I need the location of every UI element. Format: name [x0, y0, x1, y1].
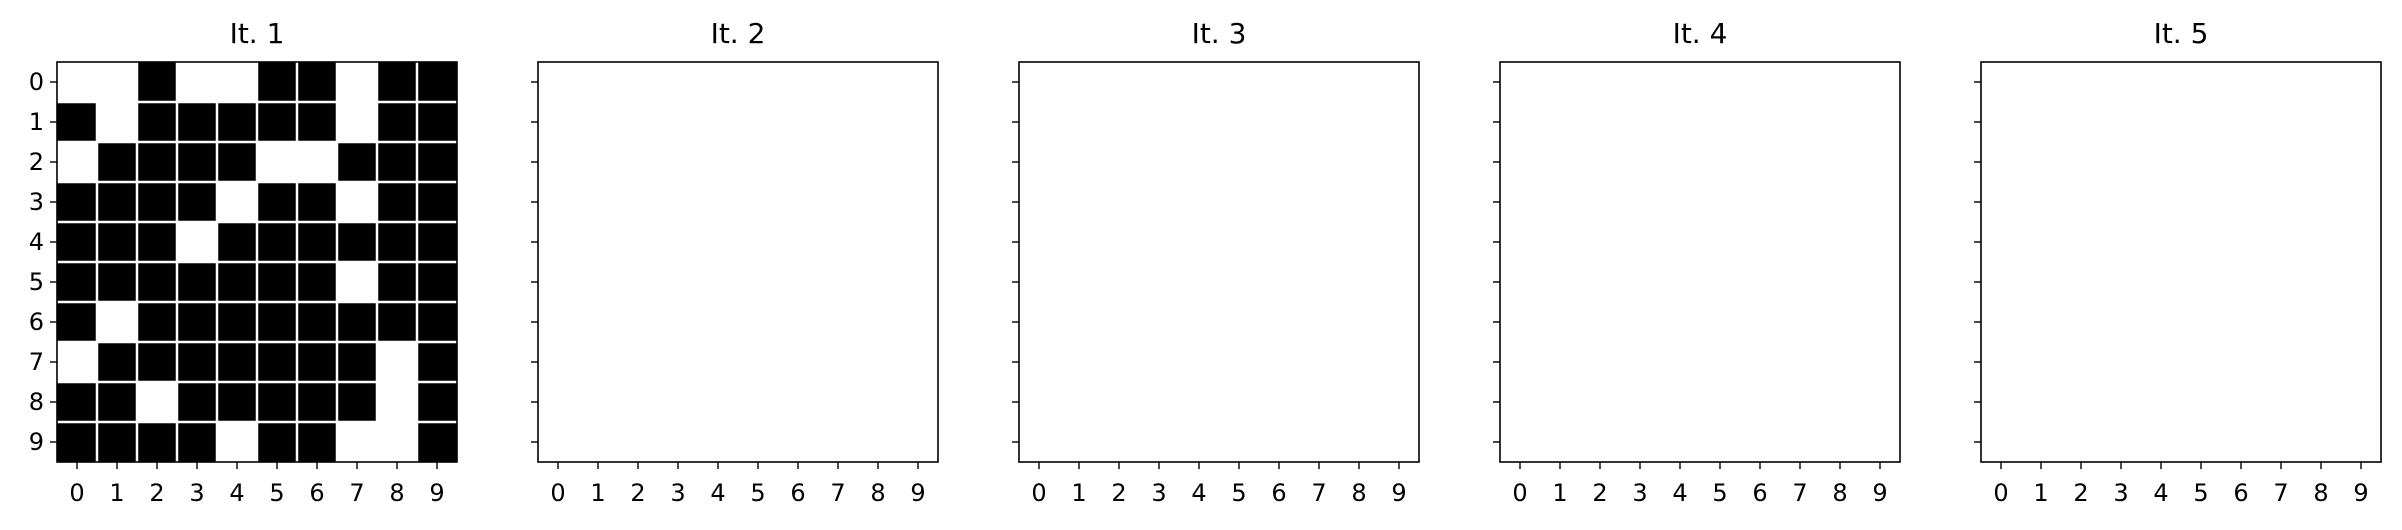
chart-title: It. 2	[710, 17, 766, 50]
x-tick-label: 4	[229, 479, 245, 507]
heatmap-cell-r6-c9	[417, 302, 457, 342]
heatmap-cell-r9-c0	[57, 422, 97, 462]
heatmap-cell-r2-c8	[377, 142, 417, 182]
heatmap-cell-r8-c1	[97, 382, 137, 422]
x-tick-label: 9	[2353, 479, 2369, 507]
heatmap-cell-r2-c6	[297, 142, 337, 182]
x-tick-label: 5	[750, 479, 766, 507]
plot-area	[1981, 62, 2381, 462]
heatmap-cell-r8-c7	[337, 382, 377, 422]
heatmap-cell-r1-c9	[417, 102, 457, 142]
heatmap-cell-r7-c7	[337, 342, 377, 382]
x-tick-label: 5	[1712, 479, 1728, 507]
heatmap-cell-r3-c8	[377, 182, 417, 222]
heatmap-cell-r9-c1	[97, 422, 137, 462]
heatmap-cell-r4-c0	[57, 222, 97, 262]
heatmap-cell-r6-c7	[337, 302, 377, 342]
x-tick-label: 8	[1832, 479, 1848, 507]
heatmap-cell-r2-c7	[337, 142, 377, 182]
x-tick-label: 3	[189, 479, 205, 507]
chart-title: It. 3	[1191, 17, 1247, 50]
plot-area	[538, 62, 938, 462]
x-tick-label: 7	[2273, 479, 2289, 507]
heatmap-cell-r3-c4	[217, 182, 257, 222]
heatmap-cell-r0-c3	[177, 62, 217, 102]
chart-title: It. 4	[1672, 17, 1728, 50]
x-tick-label: 2	[149, 479, 165, 507]
heatmap-cell-r7-c2	[137, 342, 177, 382]
heatmap-cell-r7-c9	[417, 342, 457, 382]
heatmap-cell-r0-c4	[217, 62, 257, 102]
heatmap-cell-r6-c6	[297, 302, 337, 342]
heatmap-cell-r3-c6	[297, 182, 337, 222]
x-tick-label: 1	[1071, 479, 1087, 507]
heatmap-cell-r5-c8	[377, 262, 417, 302]
heatmap-cell-r0-c2	[137, 62, 177, 102]
heatmap-cell-r9-c9	[417, 422, 457, 462]
x-tick-label: 4	[2153, 479, 2169, 507]
heatmap-cell-r3-c3	[177, 182, 217, 222]
panel-it-4	[1493, 17, 1900, 507]
x-tick-label: 1	[109, 479, 125, 507]
heatmap-cell-r3-c9	[417, 182, 457, 222]
x-tick-label: 9	[1872, 479, 1888, 507]
x-tick-label: 5	[1231, 479, 1247, 507]
heatmap-cell-r5-c2	[137, 262, 177, 302]
x-tick-label: 9	[429, 479, 445, 507]
heatmap-cell-r5-c3	[177, 262, 217, 302]
x-tick-label: 0	[1031, 479, 1047, 507]
heatmap-cell-r8-c5	[257, 382, 297, 422]
x-tick-label: 7	[1311, 479, 1327, 507]
heatmap-cell-r1-c5	[257, 102, 297, 142]
x-tick-label: 8	[1351, 479, 1367, 507]
heatmap-cell-r9-c7	[337, 422, 377, 462]
heatmap-cell-r1-c3	[177, 102, 217, 142]
y-tick-label: 6	[28, 308, 44, 336]
heatmap-cell-r1-c1	[97, 102, 137, 142]
heatmap-cell-r5-c1	[97, 262, 137, 302]
heatmap-cell-r1-c0	[57, 102, 97, 142]
x-tick-label: 7	[349, 479, 365, 507]
x-tick-label: 4	[1672, 479, 1688, 507]
heatmap-cell-r3-c5	[257, 182, 297, 222]
heatmap-cell-r4-c5	[257, 222, 297, 262]
heatmap-cell-r4-c2	[137, 222, 177, 262]
heatmap-cell-r8-c6	[297, 382, 337, 422]
heatmap-cell-r7-c6	[297, 342, 337, 382]
x-tick-label: 2	[1111, 479, 1127, 507]
y-tick-label: 2	[28, 148, 44, 176]
heatmap-cell-r3-c2	[137, 182, 177, 222]
y-tick-label: 3	[28, 188, 44, 216]
heatmap-cell-r2-c2	[137, 142, 177, 182]
heatmap-cell-r1-c8	[377, 102, 417, 142]
heatmap-cell-r5-c7	[337, 262, 377, 302]
heatmap-cell-r7-c0	[57, 342, 97, 382]
x-tick-label: 6	[1271, 479, 1287, 507]
x-tick-label: 3	[670, 479, 686, 507]
x-tick-label: 1	[1552, 479, 1568, 507]
x-tick-label: 8	[870, 479, 886, 507]
heatmap-cell-r4-c7	[337, 222, 377, 262]
x-tick-label: 2	[2073, 479, 2089, 507]
heatmap-cell-r7-c5	[257, 342, 297, 382]
heatmap-cell-r8-c3	[177, 382, 217, 422]
heatmap-cell-r9-c4	[217, 422, 257, 462]
heatmap-cell-r8-c4	[217, 382, 257, 422]
y-tick-label: 8	[28, 388, 44, 416]
heatmap-cell-r9-c2	[137, 422, 177, 462]
x-tick-label: 6	[309, 479, 325, 507]
x-tick-label: 0	[1993, 479, 2009, 507]
heatmap-cell-r2-c4	[217, 142, 257, 182]
panel-it-3	[1012, 17, 1419, 507]
heatmap-cell-r6-c2	[137, 302, 177, 342]
heatmap-cell-r2-c3	[177, 142, 217, 182]
heatmap-cell-r5-c5	[257, 262, 297, 302]
heatmap-cell-r6-c3	[177, 302, 217, 342]
heatmap-cell-r4-c3	[177, 222, 217, 262]
heatmap-cell-r0-c7	[337, 62, 377, 102]
heatmap-cell-r9-c8	[377, 422, 417, 462]
heatmap-cell-r3-c0	[57, 182, 97, 222]
x-tick-label: 7	[830, 479, 846, 507]
heatmap-cell-r6-c4	[217, 302, 257, 342]
heatmap-cell-r4-c6	[297, 222, 337, 262]
heatmap-cell-r2-c5	[257, 142, 297, 182]
heatmap-cell-r2-c0	[57, 142, 97, 182]
heatmap-cell-r8-c2	[137, 382, 177, 422]
heatmap-cell-r2-c9	[417, 142, 457, 182]
heatmap-cell-r7-c3	[177, 342, 217, 382]
x-tick-label: 7	[1792, 479, 1808, 507]
heatmap-cell-r6-c1	[97, 302, 137, 342]
x-tick-label: 1	[2033, 479, 2049, 507]
heatmap-cell-r4-c1	[97, 222, 137, 262]
heatmap-cell-r1-c6	[297, 102, 337, 142]
heatmap-cell-r0-c6	[297, 62, 337, 102]
x-tick-label: 1	[590, 479, 606, 507]
panel-it-2	[531, 17, 938, 507]
plot-area	[1500, 62, 1900, 462]
heatmap-cell-r1-c4	[217, 102, 257, 142]
x-tick-label: 3	[2113, 479, 2129, 507]
x-tick-label: 6	[790, 479, 806, 507]
heatmap-cell-r6-c5	[257, 302, 297, 342]
x-tick-label: 0	[1512, 479, 1528, 507]
heatmap-cell-r5-c6	[297, 262, 337, 302]
y-tick-label: 1	[28, 108, 44, 136]
heatmap-cell-r9-c6	[297, 422, 337, 462]
plot-area	[1019, 62, 1419, 462]
heatmap-cell-r9-c3	[177, 422, 217, 462]
y-tick-label: 9	[28, 428, 44, 456]
y-tick-label: 4	[28, 228, 44, 256]
heatmap-cell-r1-c2	[137, 102, 177, 142]
y-tick-label: 7	[28, 348, 44, 376]
x-tick-label: 4	[710, 479, 726, 507]
heatmap-cell-r0-c0	[57, 62, 97, 102]
heatmap-cell-r8-c9	[417, 382, 457, 422]
x-tick-label: 2	[1592, 479, 1608, 507]
heatmap-cell-r0-c5	[257, 62, 297, 102]
heatmap-cell-r4-c8	[377, 222, 417, 262]
y-tick-label: 0	[28, 68, 44, 96]
x-tick-label: 5	[269, 479, 285, 507]
x-tick-label: 4	[1191, 479, 1207, 507]
heatmap-cell-r4-c9	[417, 222, 457, 262]
panel-it-1	[29, 17, 457, 507]
x-tick-label: 5	[2193, 479, 2209, 507]
x-tick-label: 8	[389, 479, 405, 507]
heatmap-cell-r0-c8	[377, 62, 417, 102]
heatmap-cell-r0-c1	[97, 62, 137, 102]
heatmap-cell-r8-c8	[377, 382, 417, 422]
heatmap-cell-r2-c1	[97, 142, 137, 182]
heatmap-cell-r7-c4	[217, 342, 257, 382]
heatmap-cell-r8-c0	[57, 382, 97, 422]
heatmap-cell-r4-c4	[217, 222, 257, 262]
panel-it-5	[1974, 17, 2381, 507]
heatmap-cell-r7-c8	[377, 342, 417, 382]
x-tick-label: 0	[69, 479, 85, 507]
chart-title: It. 1	[229, 17, 285, 50]
x-tick-label: 9	[910, 479, 926, 507]
x-tick-label: 2	[630, 479, 646, 507]
x-tick-label: 9	[1391, 479, 1407, 507]
x-tick-label: 3	[1151, 479, 1167, 507]
heatmap-cell-r5-c9	[417, 262, 457, 302]
x-tick-label: 0	[550, 479, 566, 507]
heatmap-cell-r3-c7	[337, 182, 377, 222]
y-tick-label: 5	[28, 268, 44, 296]
heatmap-cell-r3-c1	[97, 182, 137, 222]
heatmap-cell-r5-c0	[57, 262, 97, 302]
heatmap-cell-r5-c4	[217, 262, 257, 302]
x-tick-label: 6	[2233, 479, 2249, 507]
heatmap-cell-r7-c1	[97, 342, 137, 382]
heatmap-cell-r9-c5	[257, 422, 297, 462]
heatmap-cell-r6-c8	[377, 302, 417, 342]
x-tick-label: 3	[1632, 479, 1648, 507]
x-tick-label: 6	[1752, 479, 1768, 507]
x-tick-label: 8	[2313, 479, 2329, 507]
heatmap-cell-r0-c9	[417, 62, 457, 102]
chart-title: It. 5	[2153, 17, 2209, 50]
heatmap-cell-r1-c7	[337, 102, 377, 142]
heatmap-cell-r6-c0	[57, 302, 97, 342]
